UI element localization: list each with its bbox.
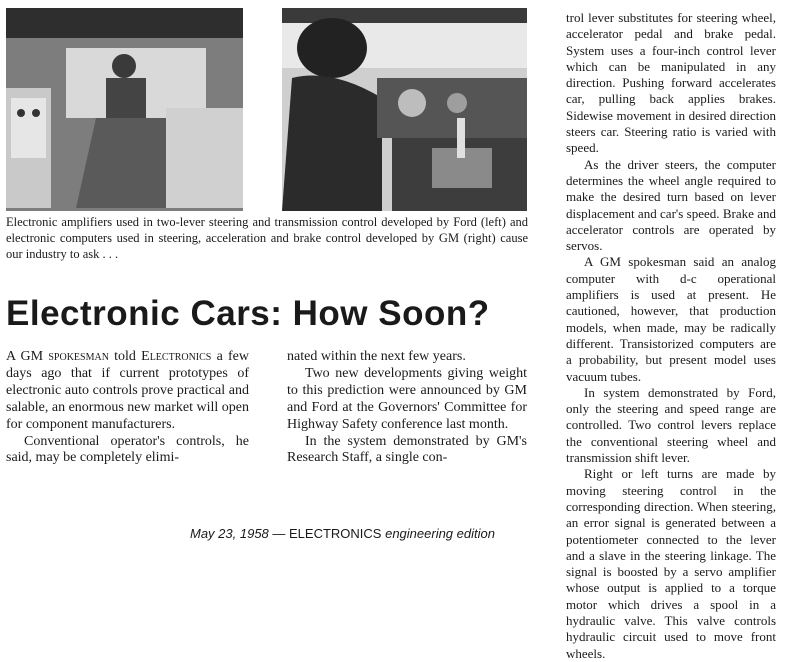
paragraph: nated within the next few years. xyxy=(287,349,466,364)
photo-gm-single-lever-control xyxy=(282,8,527,211)
footer-magazine: ELECTRONICS xyxy=(289,526,382,541)
paragraph: As the driver steers, the computer determines the wheel angle required to make the desired turn based on lever displacement and car's speed. Brake and accelerator controls are operated by servos. xyxy=(566,156,776,254)
photo-ford-two-lever-control xyxy=(6,8,243,211)
paragraph: trol lever substitutes for steering wheel, accelerator pedal and brake pedal. System uses a four-inch control lever which can be manipulated in any direction. Pushing forward accelerates car, pulling back applies brakes. Sidewise movement in desired direction steers car. Steering ratio is varied with speed. xyxy=(566,10,776,156)
paragraph: A GM spokesman said an analog computer with d-c operational amplifiers is used at present. He cautioned, however, that production models, when made, may be radically different. Transistorized computers are a probability, but present model uses vacuum tubes. xyxy=(566,254,776,384)
paragraph: In system demonstrated by Ford, only the steering and speed range are controlled. Two control levers replace the conventional steering wheel and transmission shift lever. xyxy=(566,384,776,466)
article-column-1 xyxy=(6,349,249,467)
paragraph: Right or left turns are made by moving steering control in the corresponding direction. When steering, an error signal is generated between a potentiometer connected to the lever and a slave in the steering linkage. The signal is boosted by a servo amplifier whose output is applied to a torque motor which drives a spool in a hydraulic valve. This valve controls hydraulic circuit used to move front wheels. xyxy=(566,466,776,661)
paragraph: In the system demonstrated by GM's Research Staff, a single con- xyxy=(287,433,527,466)
footer-dash: — xyxy=(268,526,290,541)
page-footer xyxy=(190,526,550,541)
photo-caption: Electronic amplifiers used in two-lever steering and transmission control developed by Ford (left) and electronic computers used in steering, acceleration and brake control developed by GM (right) cause our industry to ask . . . xyxy=(6,215,528,261)
paragraph: Two new developments giving weight to this prediction were announced by GM and Ford at the Governors' Committee for Highway Safety conference last month. xyxy=(287,365,527,432)
article-column-3 xyxy=(566,10,776,662)
footer-edition: engineering edition xyxy=(381,526,495,541)
article-headline: Electronic Cars: How Soon? xyxy=(6,294,490,333)
footer-date: May 23, 1958 xyxy=(190,526,269,541)
photo-gm-illustration xyxy=(282,8,527,211)
photo-ford-illustration xyxy=(6,8,243,211)
paragraph: Conventional operator's controls, he said, may be completely elimi- xyxy=(6,433,249,466)
paragraph: A GM spokesman told Electronics a few days ago that if current prototypes of electronic auto controls prove practical and salable, an enormous new market will open for component manufacturers. xyxy=(6,349,250,432)
article-column-2 xyxy=(287,349,527,467)
